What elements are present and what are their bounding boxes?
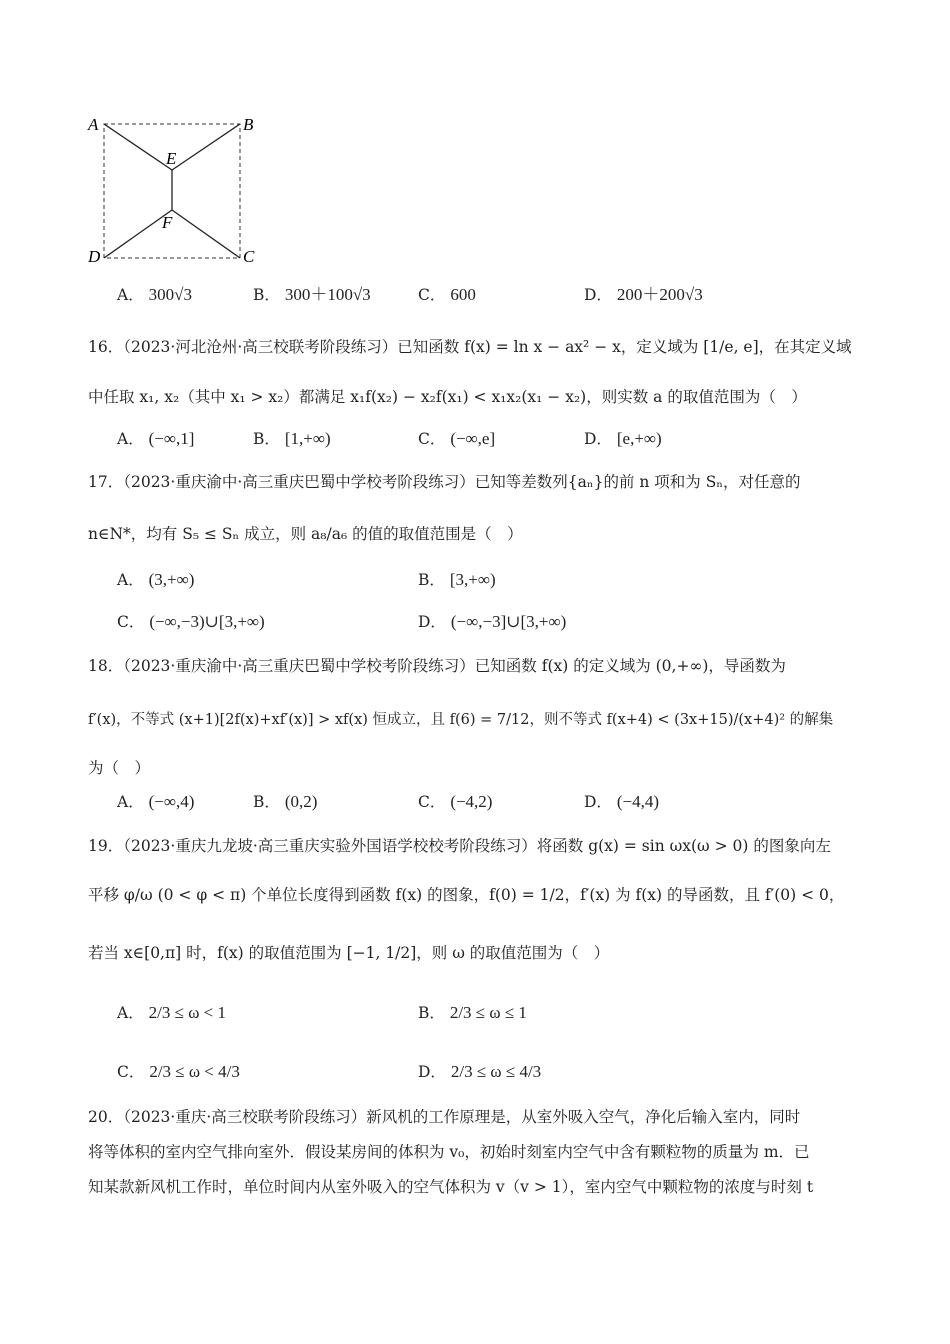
geometry-figure [80, 108, 270, 268]
q19-option-d[interactable]: D． 2/3 ≤ ω ≤ 4/3 [418, 1062, 542, 1081]
q18-stem-line1: 18．（2023·重庆渝中·高三重庆巴蜀中学校考阶段练习）已知函数 f(x) 的定义域为 (0,+∞)，导函数为 [88, 657, 786, 675]
q16-option-c[interactable]: C． (−∞,e] [418, 429, 496, 448]
q17-option-a[interactable]: A． (3,+∞) [117, 570, 195, 589]
q18-stem-line2: f′(x)，不等式 (x+1)[2f(x)+xf′(x)] > xf(x) 恒成立，且 f(6) = 7/12，则不等式 f(x+4) < (3x+15)/(x+4)² 的解集 [88, 712, 834, 728]
q20-stem-line3: 知某款新风机工作时，单位时间内从室外吸入的空气体积为 v（v > 1），室内空气中颗粒物的浓度与时刻 t [88, 1178, 814, 1196]
q15-option-b[interactable]: B． 300＋100√3 [253, 285, 371, 304]
label-A: A [88, 115, 99, 134]
q16-option-b[interactable]: B． [1,+∞) [253, 429, 331, 448]
q15-option-c[interactable]: C． 600 [418, 285, 476, 304]
q19-stem-line3: 若当 x∈[0,π] 时，f(x) 的取值范围为 [−1, 1/2]，则 ω 的取值范围为（ ） [88, 944, 610, 962]
q17-stem-line2: n∈N*，均有 S₅ ≤ Sₙ 成立，则 a₈/a₆ 的值的取值范围是（ ） [88, 525, 523, 543]
q20-stem-line2: 将等体积的室内空气排向室外．假设某房间的体积为 v₀，初始时刻室内空气中含有颗粒物的质量为 m．已 [88, 1143, 810, 1161]
q15-option-d[interactable]: D． 200＋200√3 [584, 285, 703, 304]
q19-stem-line2: 平移 φ/ω (0 < φ < π) 个单位长度得到函数 f(x) 的图象，f(0) = 1/2，f′(x) 为 f(x) 的导函数，且 f′(0) < 0， [88, 886, 845, 904]
q19-stem-line1: 19．（2023·重庆九龙坡·高三重庆实验外国语学校校考阶段练习）将函数 g(x) = sin ωx(ω > 0) 的图象向左 [88, 837, 831, 855]
label-C: C [243, 247, 255, 266]
q18-option-b[interactable]: B． (0,2) [253, 792, 318, 811]
q17-option-b[interactable]: B． [3,+∞) [418, 570, 496, 589]
q18-stem-line3: 为（ ） [88, 759, 151, 777]
q20-stem-line1: 20．（2023·重庆·高三校联考阶段练习）新风机的工作原理是，从室外吸入空气，净化后输入室内，同时 [88, 1108, 801, 1126]
q18-option-d[interactable]: D． (−4,4) [584, 792, 660, 811]
q17-option-c[interactable]: C． (−∞,−3)∪[3,+∞) [117, 612, 265, 631]
segment-BE [172, 124, 240, 170]
segment-AE [104, 124, 172, 170]
q15-option-a[interactable]: A． 300√3 [117, 285, 192, 304]
q16-stem-line2: 中任取 x₁, x₂（其中 x₁ > x₂）都满足 x₁f(x₂) − x₂f(x₁) < x₁x₂(x₁ − x₂)，则实数 a 的取值范围为（ ） [88, 388, 807, 406]
label-E: E [166, 149, 177, 168]
q19-option-b[interactable]: B． 2/3 ≤ ω ≤ 1 [418, 1003, 527, 1022]
q18-option-a[interactable]: A． (−∞,4) [117, 792, 195, 811]
segment-FC [172, 210, 240, 258]
q16-option-d[interactable]: D． [e,+∞) [584, 429, 662, 448]
q19-option-c[interactable]: C． 2/3 ≤ ω < 4/3 [117, 1062, 240, 1081]
label-B: B [243, 115, 254, 134]
q17-stem-line1: 17．（2023·重庆渝中·高三重庆巴蜀中学校考阶段练习）已知等差数列{aₙ}的前 n 项和为 Sₙ，对任意的 [88, 473, 801, 491]
q16-option-a[interactable]: A． (−∞,1] [117, 429, 195, 448]
q18-option-c[interactable]: C． (−4,2) [418, 792, 493, 811]
q19-option-a[interactable]: A． 2/3 ≤ ω < 1 [117, 1003, 226, 1022]
q16-stem-line1: 16．（2023·河北沧州·高三校联考阶段练习）已知函数 f(x) = ln x − ax² − x，定义域为 [1/e, e]，在其定义域 [88, 338, 852, 356]
q17-option-d[interactable]: D． (−∞,−3]∪[3,+∞) [418, 612, 567, 631]
label-F: F [162, 213, 173, 232]
label-D: D [88, 247, 101, 266]
